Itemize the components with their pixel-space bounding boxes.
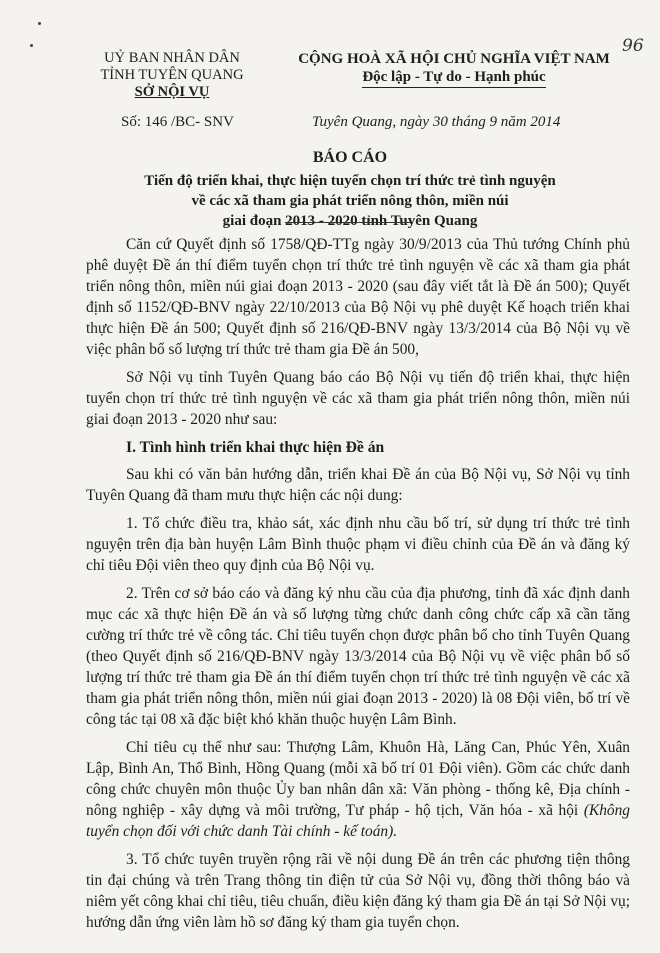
title-line-2: về các xã tham gia phát triển nông thôn, miền núi xyxy=(191,193,509,209)
republic-name: CỘNG HOÀ XÃ HỘI CHỦ NGHĨA VIỆT NAM xyxy=(298,51,610,67)
quota-text: Chỉ tiêu cụ thể như sau: Thượng Lâm, Khuôn Hà, Lăng Can, Phúc Yên, Xuân Lập, Bình An, Thổ Bình, Hồng Quang (mỗi xã bố trí 01 Đội viên). Gồm các chức danh công chức chuyên môn thuộc Ủy ban nhân dân xã: Văn phòng - thống kê, Địa chính - nông nghiệp - xây dựng và môi trường, Tư pháp - hộ tịch, Văn hóa - xã hội xyxy=(86,739,630,819)
paragraph-overview: Sau khi có văn bản hướng dẫn, triển khai Đề án của Bộ Nội vụ, Sở Nội vụ tỉnh Tuyên Quang đã tham mưu thực hiện các nội dung: xyxy=(86,466,630,504)
issuing-agency-block xyxy=(92,50,252,101)
paragraph-quota xyxy=(86,737,630,842)
scan-speck xyxy=(30,44,33,47)
document-body xyxy=(86,234,630,940)
handwritten-page-number: 96 xyxy=(622,36,644,56)
scan-speck xyxy=(38,22,41,25)
document-title xyxy=(60,148,640,231)
paragraph-item-1: 1. Tổ chức điều tra, khảo sát, xác định nhu cầu bố trí, sử dụng trí thức trẻ tình nguyện trên địa bàn huyện Lâm Bình thuộc phạm vi điều chỉnh của Đề án và đăng ký chỉ tiêu Đội viên theo quy định của Bộ Nội vụ. xyxy=(86,515,630,574)
section-heading-1: I. Tình hình triển khai thực hiện Đề án xyxy=(126,439,385,456)
paragraph-item-3: 3. Tổ chức tuyên truyền rộng rãi về nội dung Đề án trên các phương tiện thông tin đại chúng và trên Trang thông tin điện tử của Sở Nội vụ, đồng thời thông báo và niêm yết công khai chỉ tiêu, tiêu chuẩn, điều kiện đăng ký tham gia Đề án tại Sở Nội vụ; hướng dẫn ứng viên làm hồ sơ đăng ký tham gia tuyển chọn. xyxy=(86,851,630,931)
document-type: BÁO CÁO xyxy=(312,149,388,166)
paragraph-intro: Sở Nội vụ tỉnh Tuyên Quang báo cáo Bộ Nội vụ tiến độ triển khai, thực hiện tuyển chọn trí thức trẻ tình nguyện về các xã tham gia phát triển nông thôn, miền núi giai đoạn 2013 - 2020 như sau: xyxy=(86,369,630,428)
document-number: Số: 146 /BC- SNV xyxy=(121,114,234,130)
paragraph-legal-basis: Căn cứ Quyết định số 1758/QĐ-TTg ngày 30/9/2013 của Thủ tướng Chính phủ phê duyệt Đề án thí điểm tuyển chọn trí thức trẻ tình nguyện về các xã tham gia phát triển nông thôn, miền núi giai đoạn 2013 - 2020 (sau đây viết tắt là Đề án 500); Quyết định số 1152/QĐ-BNV ngày 22/10/2013 của Bộ Nội vụ phê duyệt Kế hoạch triển khai thực hiện Đề án 500; Quyết định số 216/QĐ-BNV ngày 13/3/2014 của Bộ Nội vụ về việc phân bổ số lượng trí thức trẻ tham gia Đề án 500, xyxy=(86,236,630,358)
title-line-3: giai đoạn 2013 - 2020 tỉnh Tuyên Quang xyxy=(222,213,478,229)
quota-note: (Không tuyển chọn đối với chức danh Tài chính - kế toán). xyxy=(86,802,630,840)
title-line-1: Tiến độ triển khai, thực hiện tuyển chọn trí thức trẻ tình nguyện xyxy=(144,173,556,189)
agency-name: SỞ NỘI VỤ xyxy=(134,84,210,100)
agency-line-2: TỈNH TUYÊN QUANG xyxy=(100,67,244,83)
agency-line-1: UỶ BAN NHÂN DÂN xyxy=(104,50,240,66)
national-motto: Độc lập - Tự do - Hạnh phúc xyxy=(362,68,545,88)
date-line: Tuyên Quang, ngày 30 tháng 9 năm 2014 xyxy=(312,114,561,130)
title-underline xyxy=(285,222,410,223)
paragraph-item-2: 2. Trên cơ sở báo cáo và đăng ký nhu cầu của địa phương, tỉnh đã xác định danh mục các xã thực hiện Đề án và số lượng từng chức danh công chức cấp xã cần tăng cường trí thức trẻ về công tác. Chỉ tiêu tuyển chọn được phân bổ cho tỉnh Tuyên Quang (theo Quyết định số 216/QĐ-BNV ngày 13/3/2014 của Bộ Nội vụ về việc phân bổ số lượng trí thức trẻ tham gia Đề án thí điểm tuyển chọn trí thức trẻ tình nguyện về các xã tham gia phát triển nông thôn, miền núi giai đoạn 2013 - 2020) là 08 Đội viên, bố trí về công tác tại 08 xã đặc biệt khó khăn thuộc huyện Lâm Bình. xyxy=(86,585,630,728)
national-header-block xyxy=(276,50,632,88)
